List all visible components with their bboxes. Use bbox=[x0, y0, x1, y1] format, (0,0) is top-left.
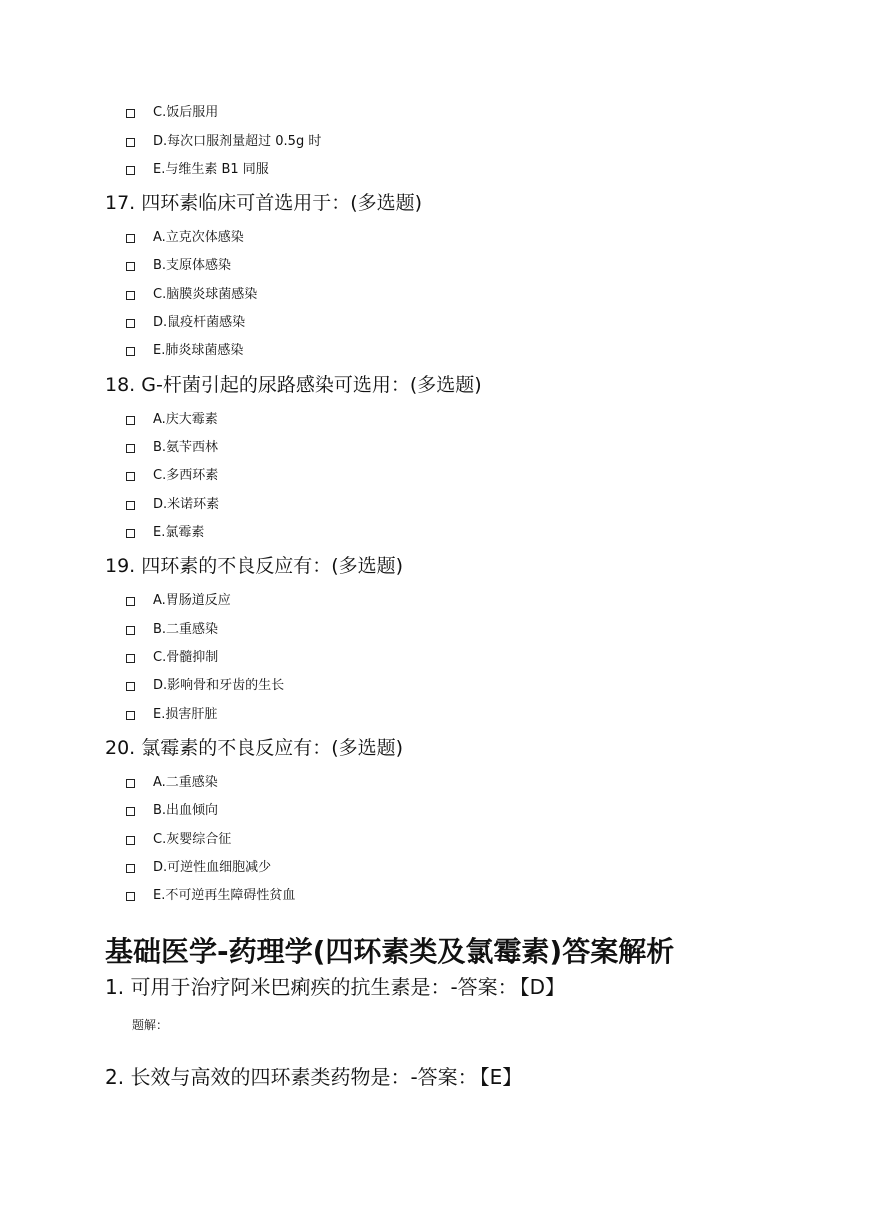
q19-option-c[interactable] bbox=[126, 648, 218, 668]
option-label: A.庆大霉素 bbox=[153, 412, 218, 427]
checkbox-icon[interactable] bbox=[126, 347, 135, 356]
option-label: C.脑膜炎球菌感染 bbox=[153, 287, 258, 302]
question-18-title: 18. G-杆菌引起的尿路感染可选用：(多选题) bbox=[105, 374, 482, 396]
answer-1 bbox=[105, 973, 565, 1001]
checkbox-icon[interactable] bbox=[126, 807, 135, 816]
checkbox-icon[interactable] bbox=[126, 864, 135, 873]
answer-1-explanation: 题解： bbox=[132, 1018, 169, 1032]
q16-option-e[interactable] bbox=[126, 160, 269, 180]
q16-option-c[interactable] bbox=[126, 103, 218, 123]
option-label: E.氯霉素 bbox=[153, 525, 205, 540]
checkbox-icon[interactable] bbox=[126, 444, 135, 453]
option-label: C.饭后服用 bbox=[153, 105, 219, 120]
checkbox-icon[interactable] bbox=[126, 472, 135, 481]
q19-option-b[interactable] bbox=[126, 620, 218, 640]
q20-option-b[interactable] bbox=[126, 801, 218, 821]
option-label: B.氨苄西林 bbox=[153, 440, 219, 455]
option-label: D.可逆性血细胞减少 bbox=[153, 860, 272, 875]
checkbox-icon[interactable] bbox=[126, 597, 135, 606]
option-label: E.损害肝脏 bbox=[153, 707, 218, 722]
q17-option-c[interactable] bbox=[126, 285, 257, 305]
question-19-title: 19. 四环素的不良反应有：(多选题) bbox=[105, 555, 404, 577]
q17-option-e[interactable] bbox=[126, 341, 243, 361]
checkbox-icon[interactable] bbox=[126, 319, 135, 328]
answer-2 bbox=[105, 1063, 522, 1091]
q18-option-d[interactable] bbox=[126, 495, 219, 515]
answer-2-value: 【E】 bbox=[479, 1065, 523, 1089]
q17-option-d[interactable] bbox=[126, 313, 245, 333]
option-label: B.二重感染 bbox=[153, 622, 219, 637]
checkbox-icon[interactable] bbox=[126, 262, 135, 271]
option-label: B.出血倾向 bbox=[153, 803, 219, 818]
q20-option-a[interactable] bbox=[126, 773, 218, 793]
answer-1-question: 1. 可用于治疗阿米巴痢疾的抗生素是：-答案： bbox=[105, 975, 518, 999]
q20-option-e[interactable] bbox=[126, 886, 295, 906]
q19-option-a[interactable] bbox=[126, 591, 231, 611]
checkbox-icon[interactable] bbox=[126, 234, 135, 243]
checkbox-icon[interactable] bbox=[126, 109, 135, 118]
q18-option-c[interactable] bbox=[126, 466, 218, 486]
checkbox-icon[interactable] bbox=[126, 682, 135, 691]
option-label: E.肺炎球菌感染 bbox=[153, 343, 244, 358]
option-label: D.米诺环素 bbox=[153, 497, 220, 512]
option-label: B.支原体感染 bbox=[153, 258, 232, 273]
checkbox-icon[interactable] bbox=[126, 138, 135, 147]
q17-option-a[interactable] bbox=[126, 228, 244, 248]
option-label: D.鼠疫杆菌感染 bbox=[153, 315, 246, 330]
answer-2-question: 2. 长效与高效的四环素类药物是：-答案： bbox=[105, 1065, 478, 1089]
option-label: E.不可逆再生障碍性贫血 bbox=[153, 888, 296, 903]
option-label: E.与维生素 B1 同服 bbox=[153, 162, 269, 177]
option-label: C.灰婴综合征 bbox=[153, 832, 232, 847]
answer-1-value: 【D】 bbox=[519, 975, 566, 999]
question-17-title: 17. 四环素临床可首选用于：(多选题) bbox=[105, 192, 423, 214]
option-label: A.立克次体感染 bbox=[153, 230, 244, 245]
option-label: D.影响骨和牙齿的生长 bbox=[153, 678, 285, 693]
q18-option-b[interactable] bbox=[126, 438, 218, 458]
q20-option-d[interactable] bbox=[126, 858, 271, 878]
checkbox-icon[interactable] bbox=[126, 529, 135, 538]
option-label: A.胃肠道反应 bbox=[153, 593, 231, 608]
q20-option-c[interactable] bbox=[126, 830, 231, 850]
checkbox-icon[interactable] bbox=[126, 626, 135, 635]
checkbox-icon[interactable] bbox=[126, 779, 135, 788]
q18-option-a[interactable] bbox=[126, 410, 218, 430]
option-label: A.二重感染 bbox=[153, 775, 218, 790]
checkbox-icon[interactable] bbox=[126, 711, 135, 720]
checkbox-icon[interactable] bbox=[126, 654, 135, 663]
option-label: D.每次口服剂量超过 0.5g 时 bbox=[153, 134, 322, 149]
checkbox-icon[interactable] bbox=[126, 501, 135, 510]
q16-option-d[interactable] bbox=[126, 132, 321, 152]
question-20-title: 20. 氯霉素的不良反应有：(多选题) bbox=[105, 737, 404, 759]
q19-option-e[interactable] bbox=[126, 705, 217, 725]
checkbox-icon[interactable] bbox=[126, 416, 135, 425]
q17-option-b[interactable] bbox=[126, 256, 231, 276]
checkbox-icon[interactable] bbox=[126, 166, 135, 175]
option-label: C.骨髓抑制 bbox=[153, 650, 219, 665]
q19-option-d[interactable] bbox=[126, 676, 284, 696]
q18-option-e[interactable] bbox=[126, 523, 204, 543]
answer-section-title: 基础医学-药理学(四环素类及氯霉素)答案解析 bbox=[105, 935, 675, 968]
checkbox-icon[interactable] bbox=[126, 836, 135, 845]
checkbox-icon[interactable] bbox=[126, 291, 135, 300]
option-label: C.多西环素 bbox=[153, 468, 219, 483]
checkbox-icon[interactable] bbox=[126, 892, 135, 901]
